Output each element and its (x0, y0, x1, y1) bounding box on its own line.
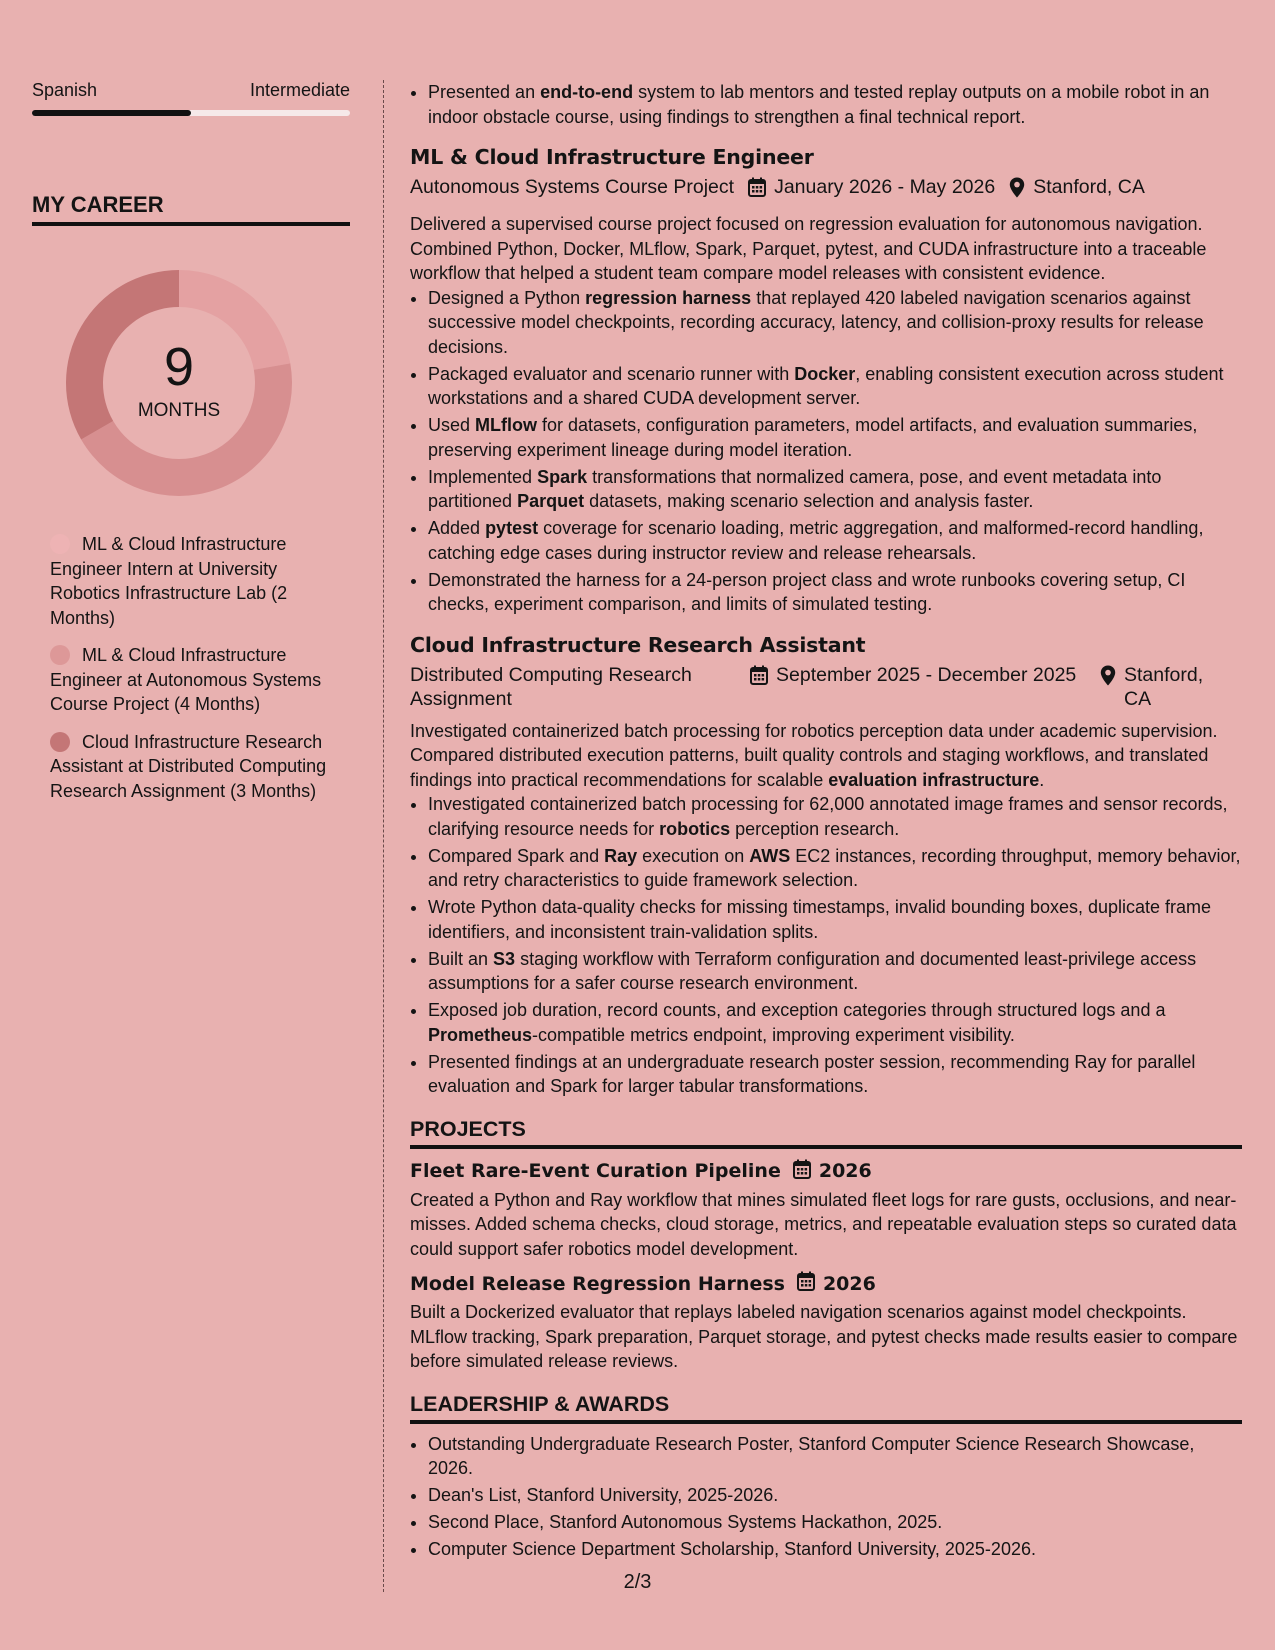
bullet-item: • Built an S3 staging workflow with Terraform configuration and documented least-privilege access assumptions for a safer course research environment. (428, 947, 1242, 996)
bullet-item: • Packaged evaluator and scenario runner with Docker, enabling consistent execution across student workstations and a shared CUDA development server. (428, 362, 1242, 411)
job-org: Autonomous Systems Course Project (410, 176, 735, 198)
job-location-text: Stanford, CA (1033, 176, 1145, 198)
main-content (410, 80, 1242, 1564)
project-entry (410, 1271, 1242, 1374)
job-title: Cloud Infrastructure Research Assistant (410, 632, 866, 657)
job-org: Distributed Computing Research Assignment (410, 663, 692, 710)
project-title: Fleet Rare-Event Curation Pipeline (410, 1160, 781, 1182)
legend-item (50, 532, 328, 630)
awards-heading: LEADERSHIP & AWARDS (410, 1392, 1242, 1424)
legend-text: ML & Cloud Infrastructure Engineer at Autonomous Systems Course Project (4 Months) (50, 645, 322, 714)
projects-heading: PROJECTS (410, 1117, 1242, 1149)
project-title: Model Release Regression Harness (410, 1272, 785, 1295)
language-name: Spanish (32, 80, 98, 100)
job-location (1009, 175, 1145, 204)
column-divider (383, 80, 384, 1592)
award-item: • Computer Science Department Scholarship, Stanford University, 2025-2026. (428, 1537, 1242, 1562)
calendar-icon (793, 1159, 811, 1184)
legend-text: Cloud Infrastructure Research Assistant at Distributed Computing Research Assignment (3 Months) (50, 731, 327, 801)
bullet-item: • Investigated containerized batch processing for 62,000 annotated image frames and sensor records, clarifying resource needs for robotics perception research. (428, 792, 1242, 841)
project-entry (410, 1159, 1242, 1262)
job-location (1100, 663, 1230, 711)
award-item: • Dean's List, Stanford University, 2025-2026. (428, 1483, 1242, 1508)
location-pin-icon (1100, 665, 1116, 692)
language-row (32, 80, 350, 101)
award-item: • Outstanding Undergraduate Research Poster, Stanford Computer Science Research Showcase, 2026. (428, 1432, 1242, 1481)
bullet-item: • Presented findings at an undergraduate research poster session, recommending Ray for parallel evaluation and Spark for larger tabular transformations. (428, 1050, 1242, 1099)
job-date-text: January 2026 - May 2026 (774, 176, 996, 198)
bullet-item: • Presented an end-to-end system to lab mentors and tested replay outputs on a mobile robot in an indoor obstacle course, using findings to strengthen a final technical report. (428, 80, 1242, 129)
career-heading: MY CAREER (32, 192, 350, 226)
job-meta (410, 663, 1242, 711)
intro-bullets (410, 80, 1242, 129)
career-donut-chart (64, 268, 294, 498)
sidebar (32, 80, 350, 816)
project-description: Created a Python and Ray workflow that mines simulated fleet logs for rare gusts, occlusions, and near-misses. Added schema checks, cloud storage, metrics, and repeatable evaluation steps so curated data could support safer robotics model development. (410, 1189, 1237, 1259)
bullet-item: • Demonstrated the harness for a 24-person project class and wrote runbooks covering setup, CI checks, experiment comparison, and limits of simulated testing. (428, 568, 1242, 617)
bullet-item: • Exposed job duration, record counts, and exception categories through structured logs and a Prometheus-compatible metrics endpoint, improving experiment visibility. (428, 998, 1242, 1047)
project-title-row (410, 1159, 1242, 1184)
job-date (750, 663, 1100, 691)
legend-item (50, 730, 328, 804)
calendar-icon (797, 1271, 815, 1296)
legend-dot (50, 645, 70, 665)
donut-label (64, 268, 294, 422)
bullet-item: • Wrote Python data-quality checks for missing timestamps, invalid bounding boxes, duplicate frame identifiers, and inconsistent train-validation splits. (428, 895, 1242, 944)
bullet-item: • Compared Spark and Ray execution on AWS EC2 instances, recording throughput, memory behavior, and retry characteristics to guide framework selection. (428, 844, 1242, 893)
awards-list (410, 1432, 1242, 1562)
legend-text: ML & Cloud Infrastructure Engineer Intern at University Robotics Infrastructure Lab (2 Months) (50, 534, 288, 628)
legend-item (50, 643, 328, 717)
job-title: ML & Cloud Infrastructure Engineer (410, 145, 814, 169)
bullet-item: • Added pytest coverage for scenario loading, metric aggregation, and malformed-record handling, catching edge cases during instructor review and release rehearsals. (428, 516, 1242, 565)
project-year: 2026 (818, 1160, 872, 1182)
calendar-icon (750, 665, 768, 691)
job-summary: Delivered a supervised course project focused on regression evaluation for autonomous navigation. Combined Python, Docker, MLflow, Spark, Parquet, pytest, and CUDA infrastructure into a traceable workflow that helped a student team compare model releases with consistent evidence. (410, 214, 1207, 283)
job-date-text: September 2025 - December 2025 (776, 663, 1077, 686)
project-description: Built a Dockerized evaluator that replays labeled navigation scenarios against model checkpoints. MLflow tracking, Spark preparation, Parquet storage, and pytest checks made results easier to compare before simulated release reviews. (410, 1302, 1238, 1371)
job-entry (410, 633, 1242, 1099)
bullet-item: • Designed a Python regression harness that replayed 420 labeled navigation scenarios against successive model checkpoints, recording accuracy, latency, and collision-proxy results for release decisions. (428, 286, 1242, 360)
project-year: 2026 (822, 1272, 876, 1295)
legend-dot (50, 732, 70, 752)
job-bullets (410, 286, 1242, 617)
project-title-row (410, 1271, 1242, 1296)
job-summary: Investigated containerized batch processing for robotics perception data under academic supervision. Compared distributed execution patterns, built quality controls and staging workflows, and translated findings into practical recommendations for scalable evaluation infrastructure. (410, 720, 1218, 790)
job-bullets (410, 792, 1242, 1099)
language-proficiency-bar (32, 110, 350, 116)
career-legend (50, 532, 350, 803)
donut-unit: MONTHS (137, 400, 221, 421)
bullet-item: • Used MLflow for datasets, configuration parameters, model artifacts, and evaluation summaries, preserving experiment lineage during model iteration. (428, 413, 1242, 462)
donut-value: 9 (163, 337, 195, 397)
job-location-text: Stanford, CA (1124, 663, 1204, 710)
job-meta (410, 175, 1242, 204)
bullet-item: • Implemented Spark transformations that normalized camera, pose, and event metadata into partitioned Parquet datasets, making scenario selection and analysis faster. (428, 465, 1242, 514)
calendar-icon (748, 177, 766, 203)
language-proficiency-fill (32, 110, 191, 116)
legend-dot (50, 534, 70, 554)
language-level: Intermediate (249, 80, 350, 100)
location-pin-icon (1009, 177, 1025, 204)
job-date (748, 175, 995, 203)
page-number: 2/3 (623, 1571, 652, 1593)
job-entry (410, 145, 1242, 617)
award-item: • Second Place, Stanford Autonomous Systems Hackathon, 2025. (428, 1510, 1242, 1535)
